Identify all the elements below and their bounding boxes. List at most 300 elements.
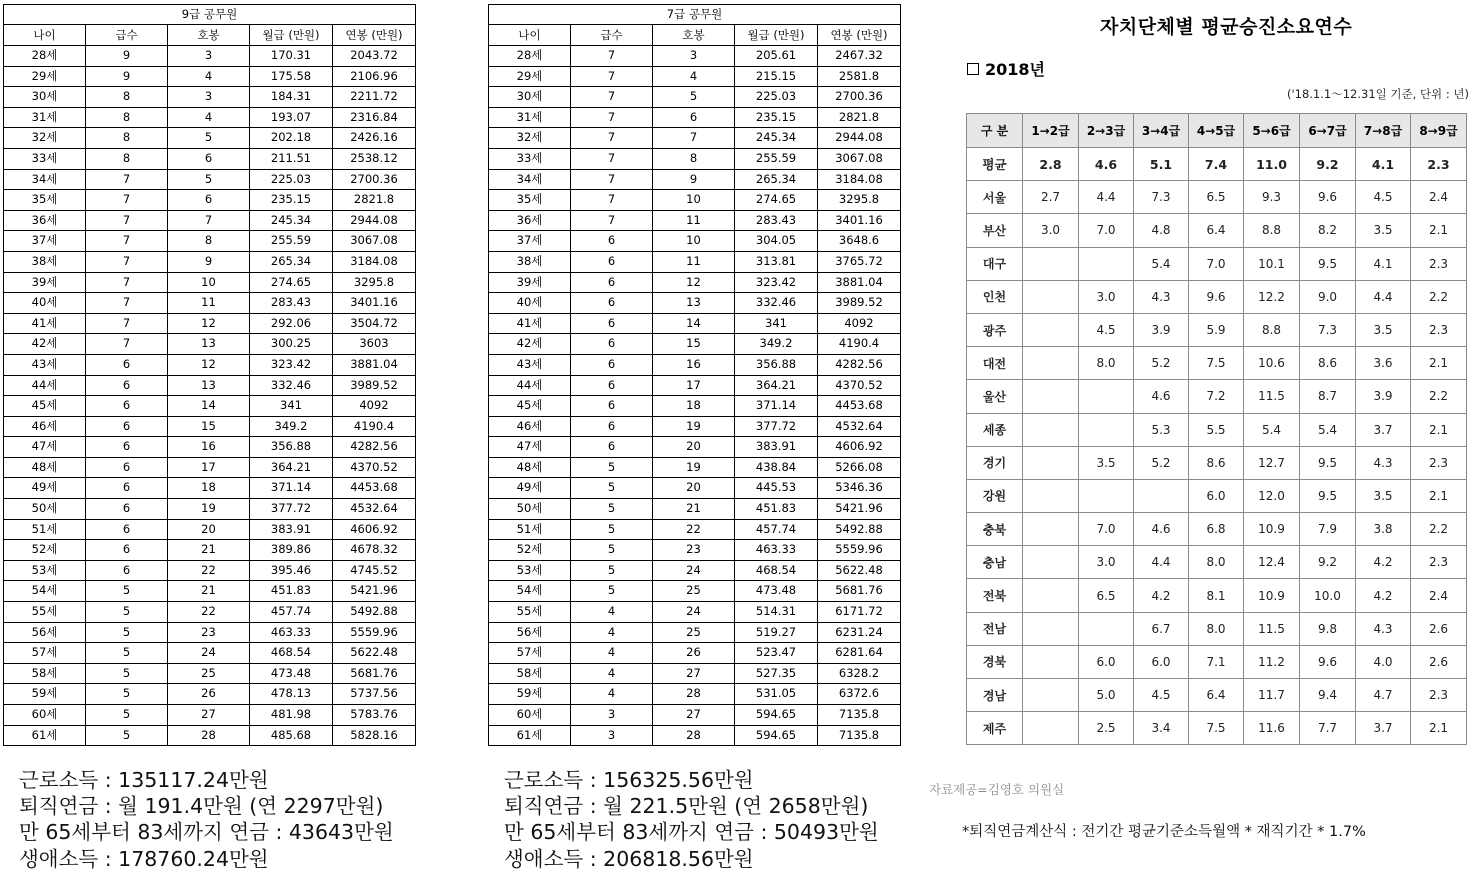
table-cell: 2.1: [1411, 413, 1467, 446]
region-row: [967, 247, 1467, 280]
table-cell: 47세: [489, 437, 571, 458]
salary-row: [489, 663, 901, 684]
table-cell: 27: [168, 705, 250, 726]
table-cell: 11.6: [1244, 712, 1300, 745]
table-cell: 2821.8: [818, 107, 901, 128]
table-cell: 371.14: [735, 396, 818, 417]
table-cell: 6: [86, 457, 168, 478]
table-cell: 9.2: [1300, 148, 1356, 181]
table-cell: 12.2: [1244, 280, 1300, 313]
table-cell: 451.83: [250, 581, 333, 602]
table-cell: 7.0: [1079, 513, 1134, 546]
table-cell: 9.6: [1300, 645, 1356, 678]
table-cell: 3: [571, 725, 653, 746]
table-cell: 7.0: [1079, 214, 1134, 247]
table-cell: 457.74: [250, 602, 333, 623]
table-cell: 4: [571, 643, 653, 664]
table-cell: 25: [168, 663, 250, 684]
salary-row: [489, 457, 901, 478]
table-cell: 3.9: [1134, 313, 1189, 346]
table-cell: 5: [571, 519, 653, 540]
table-cell: [1079, 612, 1134, 645]
table-cell: 17: [168, 457, 250, 478]
table-cell: 7: [571, 210, 653, 231]
summary-line: 생애소득 : 206818.56만원: [504, 846, 754, 871]
table-cell: 383.91: [250, 519, 333, 540]
salary-row: [489, 148, 901, 169]
table-cell: 2.3: [1411, 679, 1467, 712]
table-cell: 2.3: [1411, 446, 1467, 479]
table-cell: 42세: [4, 334, 86, 355]
table-cell: 5492.88: [818, 519, 901, 540]
table-cell: 37세: [4, 231, 86, 252]
salary-row: [489, 725, 901, 746]
table-cell: 9.8: [1300, 612, 1356, 645]
table-cell: 14: [653, 313, 735, 334]
table-cell: 527.35: [735, 663, 818, 684]
column-header: 월급 (만원): [735, 25, 818, 46]
table-cell: 12.7: [1244, 446, 1300, 479]
table-cell: 6372.6: [818, 684, 901, 705]
table-cell: 3765.72: [818, 251, 901, 272]
table-cell: 255.59: [250, 231, 333, 252]
table-cell: 4.5: [1356, 181, 1411, 214]
table-cell: 3881.04: [333, 354, 416, 375]
table-cell: 4.8: [1134, 214, 1189, 247]
salary-row: [4, 705, 416, 726]
table-cell: 4.6: [1134, 513, 1189, 546]
salary-row: [489, 396, 901, 417]
table-cell: 4.6: [1134, 380, 1189, 413]
table-cell: 13: [168, 375, 250, 396]
table-cell: 55세: [489, 602, 571, 623]
table-cell: 3.7: [1356, 413, 1411, 446]
salary-row: [4, 457, 416, 478]
region-cell: 경북: [967, 645, 1023, 678]
column-header: 2→3급: [1079, 114, 1134, 148]
table-cell: 10.0: [1300, 579, 1356, 612]
table-cell: 28세: [4, 46, 86, 67]
table-cell: 6: [86, 560, 168, 581]
table-cell: 5783.76: [333, 705, 416, 726]
region-cell: 전남: [967, 612, 1023, 645]
salary-row: [4, 663, 416, 684]
table-cell: 3.9: [1356, 380, 1411, 413]
table-cell: 300.25: [250, 334, 333, 355]
table-cell: 5: [571, 499, 653, 520]
table-cell: 26: [653, 643, 735, 664]
table-cell: 5.2: [1134, 347, 1189, 380]
salary-row: [4, 375, 416, 396]
table-cell: 9.0: [1300, 280, 1356, 313]
table-cell: 323.42: [250, 354, 333, 375]
salary-row: [489, 540, 901, 561]
region-row: [967, 380, 1467, 413]
table-cell: 7.2: [1189, 380, 1244, 413]
table-header-row: [4, 25, 416, 46]
table-cell: 5: [168, 128, 250, 149]
table-cell: 7: [86, 210, 168, 231]
table-cell: 12.0: [1244, 479, 1300, 512]
table-cell: 6: [571, 437, 653, 458]
table-cell: 245.34: [735, 128, 818, 149]
table-cell: 473.48: [250, 663, 333, 684]
region-row: [967, 280, 1467, 313]
table-cell: 6: [571, 313, 653, 334]
table-cell: 4.3: [1356, 446, 1411, 479]
table-cell: 3603: [333, 334, 416, 355]
table-cell: 4.0: [1356, 645, 1411, 678]
table-cell: 3881.04: [818, 272, 901, 293]
table-cell: 6: [86, 478, 168, 499]
table-cell: 2.3: [1411, 313, 1467, 346]
column-header: 3→4급: [1134, 114, 1189, 148]
table-cell: 41세: [489, 313, 571, 334]
salary-row: [489, 705, 901, 726]
table-cell: 274.65: [250, 272, 333, 293]
region-row: [967, 479, 1467, 512]
table-cell: 46세: [4, 416, 86, 437]
table-cell: 5421.96: [333, 581, 416, 602]
table-cell: 4: [168, 66, 250, 87]
table-cell: 4.7: [1356, 679, 1411, 712]
table-cell: [1023, 446, 1079, 479]
table-cell: 8: [168, 231, 250, 252]
table-cell: 332.46: [250, 375, 333, 396]
table-cell: 2043.72: [333, 46, 416, 67]
salary-table-grade9: [3, 4, 416, 746]
salary-row: [4, 354, 416, 375]
region-row: [967, 645, 1467, 678]
table-cell: 2467.32: [818, 46, 901, 67]
table-cell: 42세: [489, 334, 571, 355]
table-cell: 7.4: [1189, 148, 1244, 181]
table-cell: [1023, 280, 1079, 313]
table-cell: 4092: [818, 313, 901, 334]
table-cell: 61세: [489, 725, 571, 746]
table-cell: [1023, 546, 1079, 579]
region-cell: 대전: [967, 347, 1023, 380]
table-cell: 7: [571, 46, 653, 67]
salary-row: [4, 622, 416, 643]
table-cell: 7.7: [1300, 712, 1356, 745]
region-cell: 충남: [967, 546, 1023, 579]
table-cell: 20: [168, 519, 250, 540]
table-cell: 5: [168, 169, 250, 190]
table-cell: 170.31: [250, 46, 333, 67]
table-cell: 17: [653, 375, 735, 396]
table-cell: 30세: [4, 87, 86, 108]
salary-row: [489, 602, 901, 623]
table-cell: 27: [653, 663, 735, 684]
salary-table-grade7: [488, 4, 901, 746]
salary-row: [4, 107, 416, 128]
table-cell: 6: [168, 190, 250, 211]
column-header: 급수: [571, 25, 653, 46]
salary-row: [489, 128, 901, 149]
table-cell: 6.0: [1079, 645, 1134, 678]
table-cell: 4.3: [1134, 280, 1189, 313]
table-cell: 3: [168, 46, 250, 67]
table-cell: 371.14: [250, 478, 333, 499]
region-row: [967, 347, 1467, 380]
table-cell: 35세: [489, 190, 571, 211]
table-cell: 5.4: [1134, 247, 1189, 280]
table-cell: 364.21: [250, 457, 333, 478]
table-cell: 32세: [4, 128, 86, 149]
table-cell: 51세: [4, 519, 86, 540]
table-cell: 53세: [489, 560, 571, 581]
table-cell: 2700.36: [333, 169, 416, 190]
table-cell: 5: [653, 87, 735, 108]
table-cell: [1023, 413, 1079, 446]
table-cell: 9.2: [1300, 546, 1356, 579]
salary-row: [489, 272, 901, 293]
salary-row: [489, 622, 901, 643]
table-cell: 3.4: [1134, 712, 1189, 745]
table-cell: 57세: [4, 643, 86, 664]
column-header: 구 분: [967, 114, 1023, 148]
table-cell: 5.9: [1189, 313, 1244, 346]
table-cell: 2.2: [1411, 280, 1467, 313]
table-cell: 22: [653, 519, 735, 540]
table-cell: 7: [653, 128, 735, 149]
region-row: [967, 446, 1467, 479]
table-cell: 313.81: [735, 251, 818, 272]
table-cell: 3648.6: [818, 231, 901, 252]
table-cell: 2426.16: [333, 128, 416, 149]
table-cell: 5.2: [1134, 446, 1189, 479]
table-cell: 3.5: [1079, 446, 1134, 479]
checkbox-square-icon: [967, 63, 979, 75]
salary-row: [489, 231, 901, 252]
table-cell: 3.5: [1356, 214, 1411, 247]
table-cell: 4190.4: [818, 334, 901, 355]
table-cell: [1023, 479, 1079, 512]
table-cell: 4.5: [1079, 313, 1134, 346]
table-cell: 59세: [4, 684, 86, 705]
table-cell: 6: [86, 519, 168, 540]
table-cell: 35세: [4, 190, 86, 211]
table-cell: [1023, 579, 1079, 612]
salary-row: [4, 334, 416, 355]
table-cell: 4: [571, 602, 653, 623]
table-cell: 6171.72: [818, 602, 901, 623]
salary-row: [489, 478, 901, 499]
salary-row: [489, 293, 901, 314]
table-cell: 7: [571, 66, 653, 87]
table-cell: 5421.96: [818, 499, 901, 520]
table-cell: 9: [86, 66, 168, 87]
table-cell: 2.1: [1411, 479, 1467, 512]
table-cell: 55세: [4, 602, 86, 623]
table-cell: 14: [168, 396, 250, 417]
summary-line: 퇴직연금 : 월 191.4만원 (연 2297만원): [19, 794, 384, 819]
table-cell: 519.27: [735, 622, 818, 643]
table-cell: 57세: [489, 643, 571, 664]
table-cell: 175.58: [250, 66, 333, 87]
table-cell: 6: [571, 375, 653, 396]
table-cell: 395.46: [250, 560, 333, 581]
table-cell: 4532.64: [818, 416, 901, 437]
salary-row: [4, 437, 416, 458]
table-cell: 56세: [489, 622, 571, 643]
table-cell: 5: [86, 622, 168, 643]
salary-row: [4, 128, 416, 149]
table-cell: 6.0: [1134, 645, 1189, 678]
table-cell: 4606.92: [333, 519, 416, 540]
table-cell: 24: [653, 560, 735, 581]
table-cell: 10.6: [1244, 347, 1300, 380]
table-cell: 31세: [4, 107, 86, 128]
table-cell: 12: [653, 272, 735, 293]
table-cell: 21: [653, 499, 735, 520]
table-cell: 5622.48: [333, 643, 416, 664]
table-cell: 6: [653, 107, 735, 128]
table-cell: 468.54: [250, 643, 333, 664]
table-cell: 21: [168, 581, 250, 602]
source-credit: 자료제공=김영호 의원실: [929, 782, 1065, 797]
salary-row: [4, 560, 416, 581]
table-cell: 5: [571, 581, 653, 602]
salary-row: [4, 210, 416, 231]
table-cell: 36세: [489, 210, 571, 231]
table-cell: 48세: [4, 457, 86, 478]
summary-line: 근로소득 : 135117.24만원: [19, 768, 269, 792]
table-cell: 8: [653, 148, 735, 169]
table-cell: 383.91: [735, 437, 818, 458]
table-cell: 274.65: [735, 190, 818, 211]
table-cell: 7: [86, 293, 168, 314]
table-cell: 356.88: [735, 354, 818, 375]
table-cell: 9.4: [1300, 679, 1356, 712]
table-cell: 6: [168, 148, 250, 169]
table-cell: 4453.68: [818, 396, 901, 417]
summary-line: 근로소득 : 156325.56만원: [504, 768, 754, 792]
table-cell: 11.5: [1244, 380, 1300, 413]
table-cell: 25: [653, 581, 735, 602]
region-row: [967, 546, 1467, 579]
region-row: [967, 413, 1467, 446]
table-cell: 46세: [489, 416, 571, 437]
table-cell: 245.34: [250, 210, 333, 231]
table-cell: 193.07: [250, 107, 333, 128]
table-cell: 28: [653, 725, 735, 746]
summary-line: 만 65세부터 83세까지 연금 : 43643만원: [19, 820, 394, 845]
table-cell: 7: [571, 87, 653, 108]
table-cell: 7.5: [1189, 712, 1244, 745]
column-header: 1→2급: [1023, 114, 1079, 148]
table-cell: 4: [571, 684, 653, 705]
table-cell: 3295.8: [333, 272, 416, 293]
table-cell: 6: [571, 293, 653, 314]
table-cell: 8.0: [1189, 612, 1244, 645]
table-cell: 445.53: [735, 478, 818, 499]
table-cell: 33세: [4, 148, 86, 169]
table-cell: 20: [653, 478, 735, 499]
table-cell: 184.31: [250, 87, 333, 108]
table-cell: 5681.76: [818, 581, 901, 602]
table-cell: 8: [86, 128, 168, 149]
table-cell: 6.0: [1189, 479, 1244, 512]
table-cell: 5.1: [1134, 148, 1189, 181]
table-cell: 341: [250, 396, 333, 417]
income-summary-grade7: [504, 767, 879, 872]
table-cell: 38세: [489, 251, 571, 272]
table-cell: 58세: [489, 663, 571, 684]
table-cell: 2.1: [1411, 712, 1467, 745]
table-cell: 6.4: [1189, 679, 1244, 712]
table-cell: 4532.64: [333, 499, 416, 520]
table-cell: 28: [168, 725, 250, 746]
table-cell: 41세: [4, 313, 86, 334]
table-cell: 2944.08: [818, 128, 901, 149]
year-label: [967, 57, 1045, 80]
table-cell: 10: [653, 190, 735, 211]
salary-row: [489, 437, 901, 458]
region-cell: 제주: [967, 712, 1023, 745]
table-cell: 4606.92: [818, 437, 901, 458]
region-cell: 세종: [967, 413, 1023, 446]
table-cell: 59세: [489, 684, 571, 705]
table-cell: 4745.52: [333, 560, 416, 581]
table-cell: 3.0: [1079, 280, 1134, 313]
table-cell: 389.86: [250, 540, 333, 561]
column-header: 월급 (만원): [250, 25, 333, 46]
table-cell: 11: [653, 210, 735, 231]
table-cell: 11: [168, 293, 250, 314]
region-row: [967, 214, 1467, 247]
table-cell: 4.4: [1356, 280, 1411, 313]
table-cell: 4.4: [1134, 546, 1189, 579]
table-cell: 4.3: [1356, 612, 1411, 645]
table-cell: 4: [168, 107, 250, 128]
table-cell: 4: [571, 663, 653, 684]
table-cell: 4190.4: [333, 416, 416, 437]
table-cell: 5: [571, 457, 653, 478]
table-cell: 3: [571, 705, 653, 726]
table-cell: 3989.52: [818, 293, 901, 314]
region-row: [967, 181, 1467, 214]
table-cell: 12: [168, 354, 250, 375]
salary-row: [4, 581, 416, 602]
table-cell: 5: [571, 560, 653, 581]
table-cell: 3401.16: [818, 210, 901, 231]
table-cell: 6.8: [1189, 513, 1244, 546]
table-cell: 6: [86, 540, 168, 561]
column-header: 6→7급: [1300, 114, 1356, 148]
table-cell: 7: [571, 148, 653, 169]
table-cell: 16: [653, 354, 735, 375]
table-cell: 4.2: [1134, 579, 1189, 612]
table-cell: 531.05: [735, 684, 818, 705]
table-cell: 2.6: [1411, 645, 1467, 678]
salary-row: [4, 725, 416, 746]
table-cell: 44세: [489, 375, 571, 396]
table-cell: 27: [653, 705, 735, 726]
table-cell: 6.4: [1189, 214, 1244, 247]
table-cell: 5: [86, 643, 168, 664]
table-cell: 5.0: [1079, 679, 1134, 712]
table-cell: [1023, 712, 1079, 745]
table-cell: 4092: [333, 396, 416, 417]
table-cell: 10: [168, 272, 250, 293]
table-cell: 5.4: [1300, 413, 1356, 446]
table-cell: 3067.08: [333, 231, 416, 252]
table-cell: 8.2: [1300, 214, 1356, 247]
table-cell: 32세: [489, 128, 571, 149]
column-header: 연봉 (만원): [333, 25, 416, 46]
